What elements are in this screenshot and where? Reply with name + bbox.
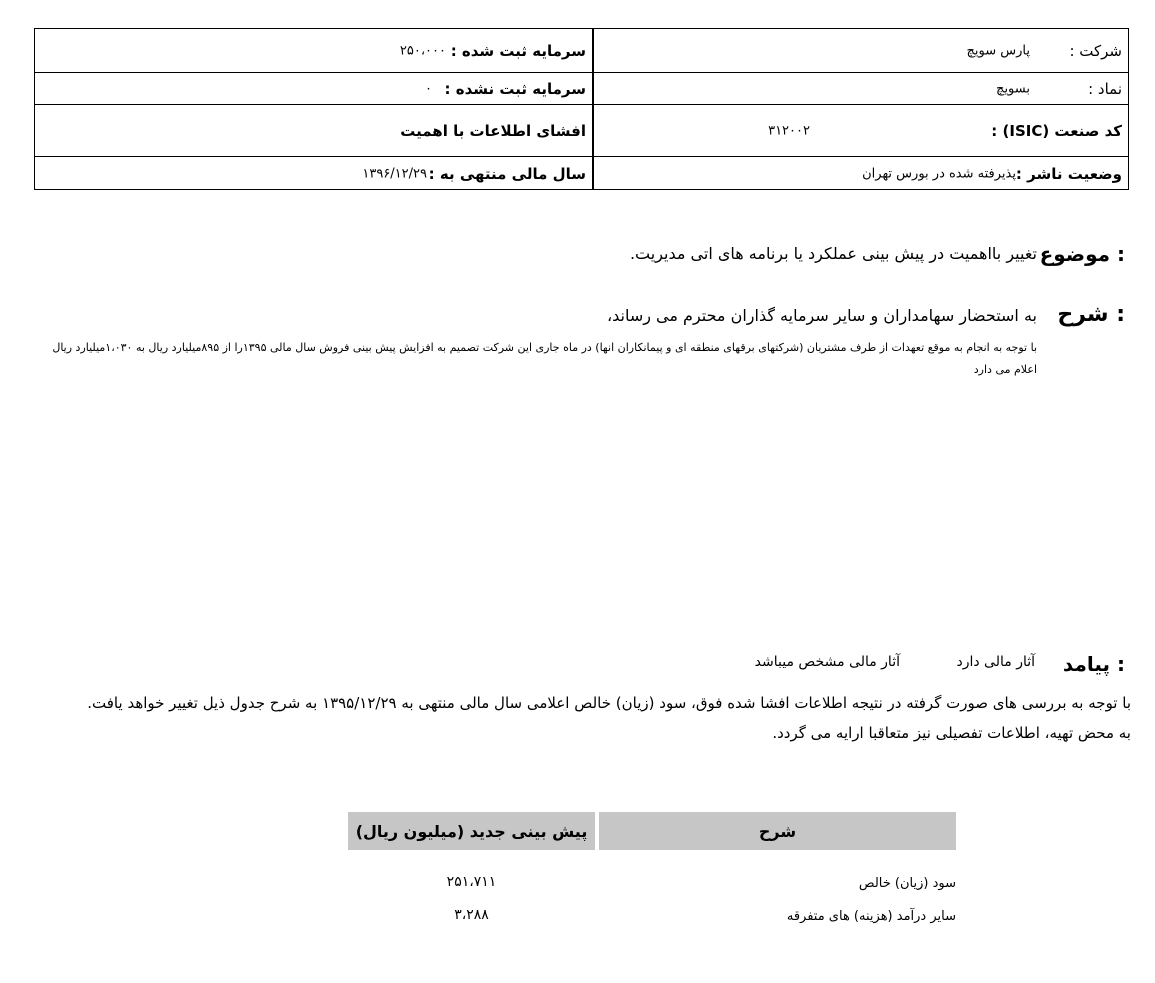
unregistered-capital-label: سرمایه ثبت نشده : <box>444 79 586 98</box>
status-label: وضعیت ناشر : <box>1015 165 1122 183</box>
disclosure-title: افشای اطلاعات با اهمیت <box>400 121 586 140</box>
fiscal-year-row <box>35 157 592 191</box>
company-info-table <box>34 28 1129 190</box>
table-row <box>348 868 956 901</box>
status-row <box>593 157 1128 191</box>
column-header-description: شرح <box>599 812 956 850</box>
isic-row <box>593 105 1128 157</box>
company-row <box>593 29 1128 73</box>
description-intro: به استحضار سهامداران و سایر سرمایه گذاران محترم می رساند، <box>606 306 1037 325</box>
symbol-row <box>593 73 1128 105</box>
consequence-value-effect-determined: آثار مالی مشخص میباشد <box>754 654 900 670</box>
isic-value: ۳۱۲۰۰۲ <box>768 123 810 138</box>
consequence-body: با توجه به بررسی های صورت گرفته در نتیجه اطلاعات افشا شده فوق، سود (زیان) خالص اعلامی سال مالی منتهی به ۱۳۹۵/۱۲/۲۹ به شرح جدول ذیل تغییر خواهد یافت. به محض تهیه، اطلاعات تفصیلی نیز متعاقبا ارایه می گردد. <box>87 694 1131 742</box>
registered-capital-row <box>35 29 592 73</box>
row-value: ۲۵۱،۷۱۱ <box>446 874 497 890</box>
company-label: شرکت : <box>1069 41 1122 60</box>
status-value: پذیرفته شده در بورس تهران <box>862 166 1016 182</box>
subject-text: تغییر بااهمیت در پیش بینی عملکرد یا برنامه های اتی مدیریت. <box>629 244 1037 263</box>
fiscal-year-label: سال مالی منتهی به : <box>428 165 586 183</box>
column-header-forecast: پیش بینی جدید (میلیون ریال) <box>348 812 595 850</box>
description-body: با توجه به انجام به موقع تعهدات از طرف مشتریان (شرکتهای برقهای منطقه ای و پیمانکاران انها) در ماه جاری این شرکت تصمیم به افزایش پیش بینی فروش سال مالی ۱۳۹۵را از ۸۹۵میلیارد ریال به ۱،۰۳۰میلیارد ریال اعلام می دارد <box>52 341 1037 376</box>
forecast-table <box>348 812 956 934</box>
row-value: ۳،۲۸۸ <box>454 907 489 923</box>
registered-capital-label: سرمایه ثبت شده : <box>450 41 586 60</box>
row-description: سود (زیان) خالص <box>858 876 956 891</box>
unregistered-capital-value: ۰ <box>425 81 432 96</box>
symbol-label: نماد : <box>1088 79 1122 98</box>
company-info-column <box>593 29 1128 189</box>
fiscal-year-value: ۱۳۹۶/۱۲/۲۹ <box>362 166 427 182</box>
row-description: سایر درآمد (هزینه) های متفرقه <box>786 909 956 924</box>
isic-label: کد صنعت (ISIC) : <box>991 121 1122 140</box>
registered-capital-value: ۲۵۰،۰۰۰ <box>399 43 446 58</box>
subject-label: موضوع : <box>1039 242 1125 266</box>
symbol-value: بسویچ <box>996 81 1030 96</box>
table-row <box>348 901 956 934</box>
description-label: شرح : <box>1057 302 1125 327</box>
company-value: پارس سویچ <box>966 43 1030 58</box>
unregistered-capital-row <box>35 73 592 105</box>
consequence-label: پیامد : <box>1062 652 1125 676</box>
disclosure-title-row <box>35 105 592 157</box>
forecast-table-header <box>348 812 956 850</box>
capital-info-column <box>35 29 594 189</box>
consequence-value-financial-effect: آثار مالی دارد <box>956 654 1035 670</box>
